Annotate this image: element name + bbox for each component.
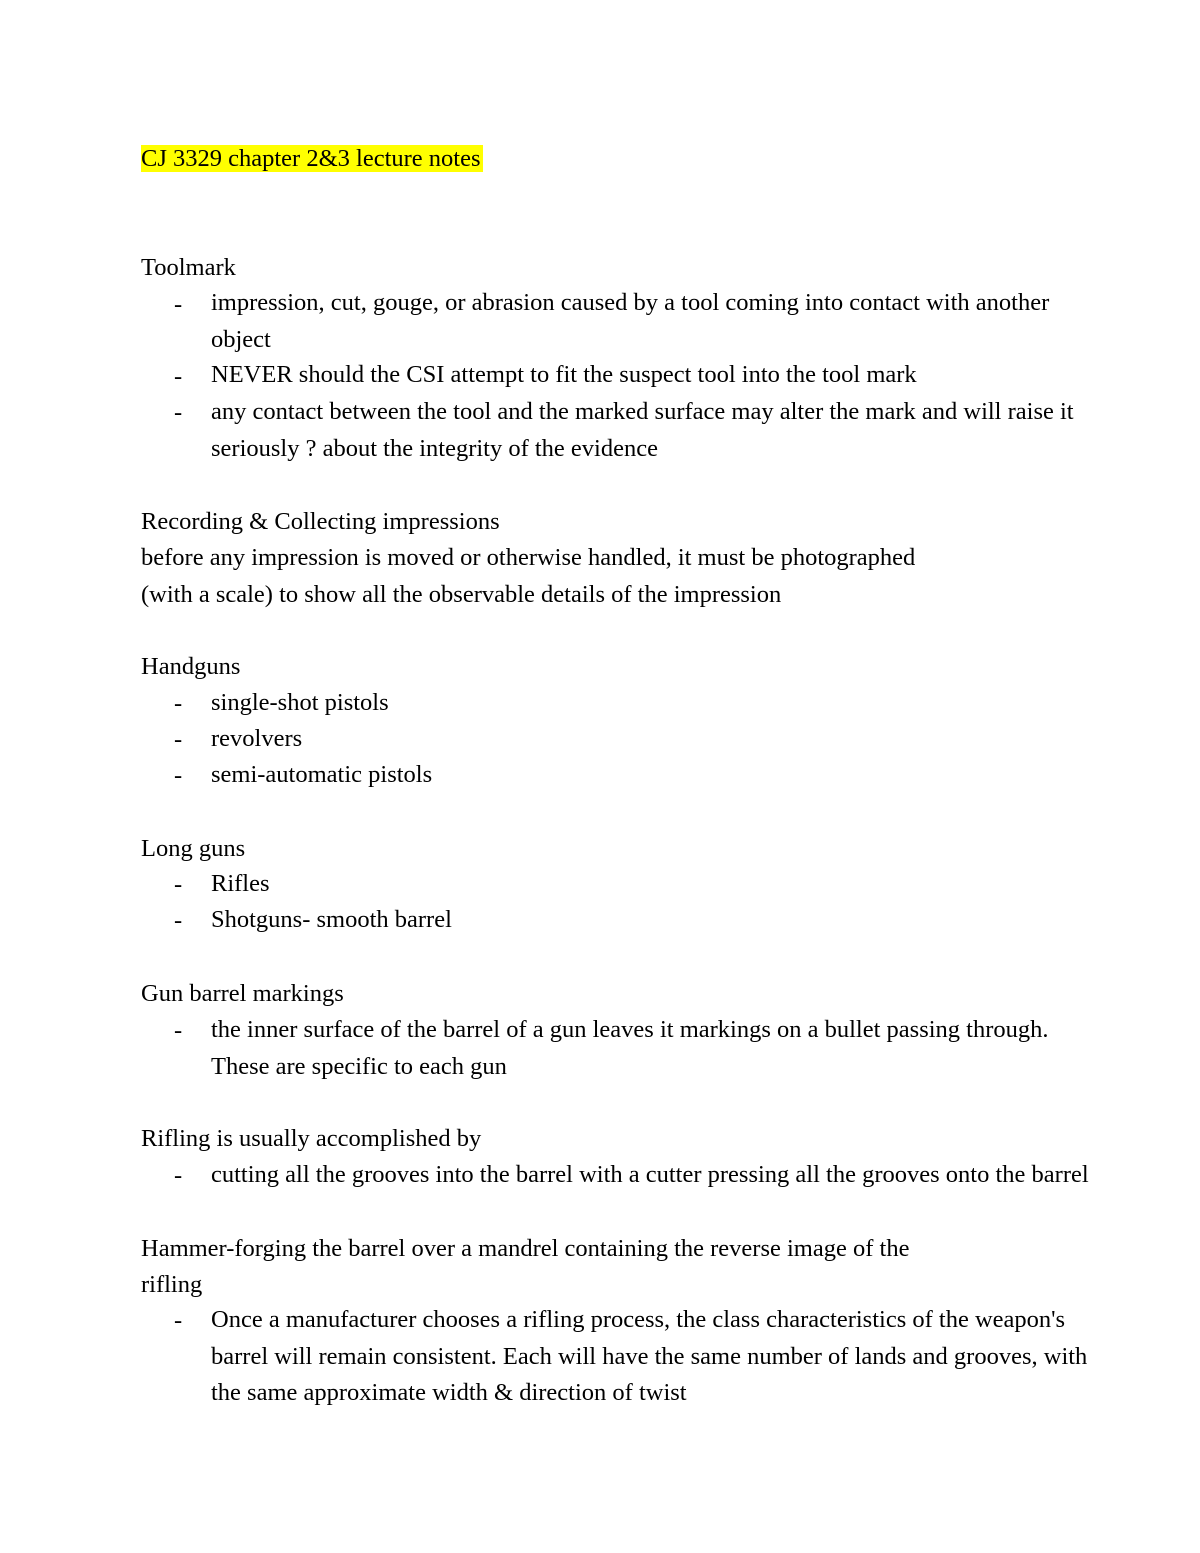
- list-item: single-shot pistols: [211, 689, 389, 716]
- list-item: NEVER should the CSI attempt to fit the suspect tool into the tool mark: [211, 361, 917, 388]
- paragraph-line: before any impression is moved or otherwise handled, it must be photographed: [141, 544, 916, 571]
- list-item: revolvers: [211, 725, 303, 752]
- bullet-marker: -: [174, 1307, 183, 1334]
- document-title: [141, 144, 483, 174]
- bullet-marker: -: [174, 291, 183, 318]
- paragraph-line: (with a scale) to show all the observable details of the impression: [141, 581, 782, 608]
- section-heading-barrel-markings: Gun barrel markings: [141, 980, 344, 1007]
- section-heading-recording: Recording & Collecting impressions: [141, 508, 500, 535]
- list-item: Shotguns- smooth barrel: [211, 906, 452, 933]
- list-item: any contact between the tool and the marked surface may alter the mark and will raise it seriously ? about the integrity of the evidence: [211, 398, 1074, 462]
- paragraph-line: Hammer-forging the barrel over a mandrel containing the reverse image of the: [141, 1235, 910, 1262]
- section-heading-long-guns: Long guns: [141, 835, 246, 862]
- bullet-marker: -: [174, 1162, 183, 1189]
- bullet-marker: -: [174, 399, 183, 426]
- list-item: Once a manufacturer chooses a rifling process, the class characteristics of the weapon's barrel will remain consistent. Each will have the same number of lands and grooves, with the same approximate width & direction of twist: [211, 1306, 1088, 1406]
- section-heading-handguns: Handguns: [141, 653, 241, 680]
- list-item: Rifles: [211, 870, 270, 897]
- list-item: cutting all the grooves into the barrel with a cutter pressing all the grooves onto the barrel: [211, 1161, 1089, 1188]
- list-item: the inner surface of the barrel of a gun leaves it markings on a bullet passing through. These are specific to each gun: [211, 1016, 1049, 1080]
- paragraph-line: rifling: [141, 1271, 203, 1298]
- bullet-marker: -: [174, 762, 183, 789]
- bullet-marker: -: [174, 907, 183, 934]
- bullet-marker: -: [174, 871, 183, 898]
- section-heading-rifling: Rifling is usually accomplished by: [141, 1125, 482, 1152]
- bullet-marker: -: [174, 690, 183, 717]
- bullet-marker: -: [174, 363, 183, 390]
- section-heading-toolmark: Toolmark: [141, 254, 236, 281]
- bullet-marker: -: [174, 726, 183, 753]
- title-highlight: CJ 3329 chapter 2&3 lecture notes: [141, 145, 481, 172]
- bullet-marker: -: [174, 1017, 183, 1044]
- list-item: impression, cut, gouge, or abrasion caused by a tool coming into contact with another object: [211, 289, 1050, 353]
- list-item: semi-automatic pistols: [211, 761, 433, 788]
